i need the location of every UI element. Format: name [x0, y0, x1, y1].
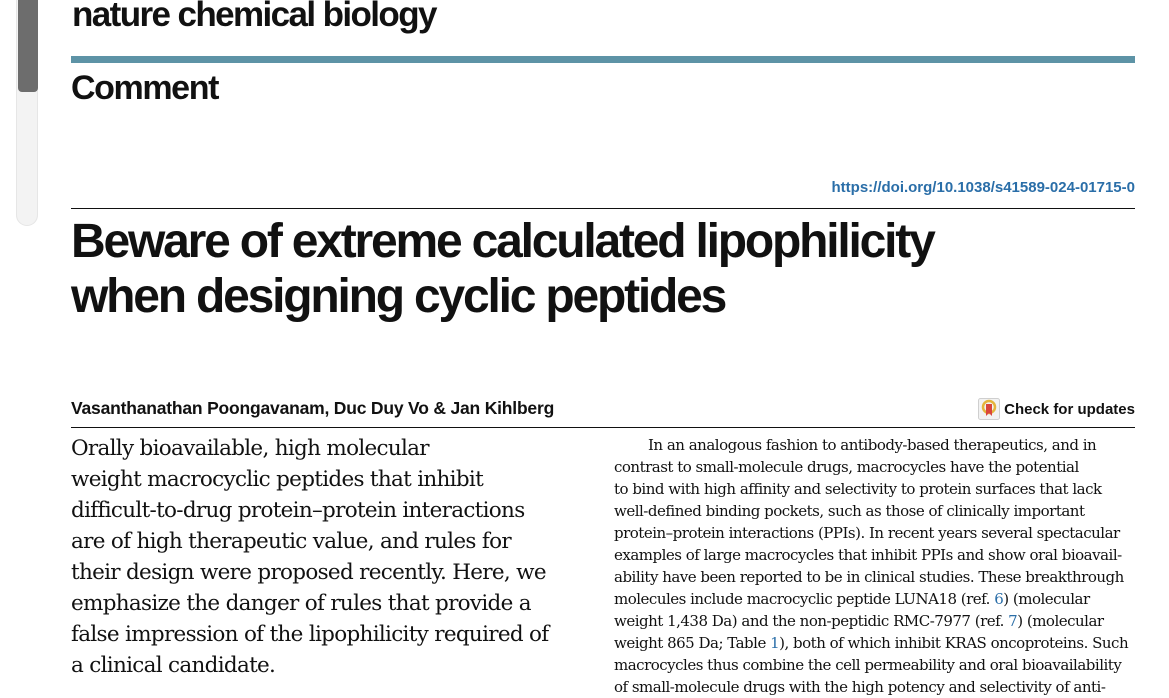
body-line: ability have been reported to be in clinical studies. These breakthrough [614, 568, 1124, 586]
body-text-segment: ) (molecular [1017, 612, 1104, 630]
title-divider [71, 208, 1135, 209]
abstract-line: false impression of the lipophilicity required of [71, 622, 549, 647]
body-line: examples of large macrocycles that inhibit PPIs and show oral bioavail- [614, 546, 1122, 564]
body-line: In an analogous fashion to antibody-based therapeutics, and in [648, 436, 1097, 454]
body-line: contrast to small-molecule drugs, macrocycles have the potential [614, 458, 1079, 476]
doi-link[interactable]: https://doi.org/10.1038/s41589-024-01715-0 [831, 179, 1135, 196]
reference-link[interactable]: 7 [1008, 612, 1018, 630]
body-line: macrocycles thus combine the cell permeability and oral bioavailability [614, 656, 1122, 674]
scrollbar-thumb[interactable] [18, 0, 38, 92]
check-updates-icon [978, 398, 1000, 420]
body-line: protein–protein interactions (PPIs). In recent years several spectacular [614, 524, 1120, 542]
body-text-segment: ) (molecular [1003, 590, 1090, 608]
abstract-line: emphasize the danger of rules that provide a [71, 591, 531, 616]
body-text-segment: ), both of which inhibit KRAS oncoproteins. Such [779, 634, 1129, 652]
body-line: of small-molecule drugs with the high potency and selectivity of anti- [614, 678, 1106, 696]
check-for-updates-button[interactable] [978, 398, 1135, 420]
body-line: to bind with high affinity and selectivity to protein surfaces that lack [614, 480, 1102, 498]
body-text-segment: weight 865 Da; Table [614, 634, 771, 652]
check-updates-label: Check for updates [1004, 400, 1135, 418]
header-accent-rule [71, 56, 1135, 63]
body-text [614, 434, 1136, 698]
abstract-line: weight macrocyclic peptides that inhibit [71, 467, 484, 492]
abstract-line: a clinical candidate. [71, 653, 276, 678]
journal-name: nature chemical biology [72, 0, 436, 34]
body-text-segment: molecules include macrocyclic peptide LUNA18 (ref. [614, 590, 995, 608]
table-link[interactable]: 1 [770, 634, 780, 652]
reference-link[interactable]: 6 [994, 590, 1004, 608]
title-line: when designing cyclic peptides [71, 270, 726, 323]
abstract-line: their design were proposed recently. Here, we [71, 560, 546, 585]
author-list: Vasanthanathan Poongavanam, Duc Duy Vo & Jan Kihlberg [71, 398, 555, 418]
abstract-line: are of high therapeutic value, and rules for [71, 529, 511, 554]
title-line: Beware of extreme calculated lipophilicity [71, 215, 934, 268]
body-line [614, 632, 1136, 654]
abstract [71, 433, 606, 681]
body-text-segment: weight 1,438 Da) and the non-peptidic RMC-7977 (ref. [614, 612, 1009, 630]
body-line: well-defined binding pockets, such as those of clinically important [614, 502, 1085, 520]
abstract-line: difficult-to-drug protein–protein interactions [71, 498, 525, 523]
body-line [614, 588, 1136, 610]
section-label: Comment [71, 69, 218, 107]
body-line [614, 610, 1136, 632]
article-title [71, 214, 1151, 324]
abstract-line: Orally bioavailable, high molecular [71, 436, 429, 461]
authors-divider [71, 427, 1135, 428]
